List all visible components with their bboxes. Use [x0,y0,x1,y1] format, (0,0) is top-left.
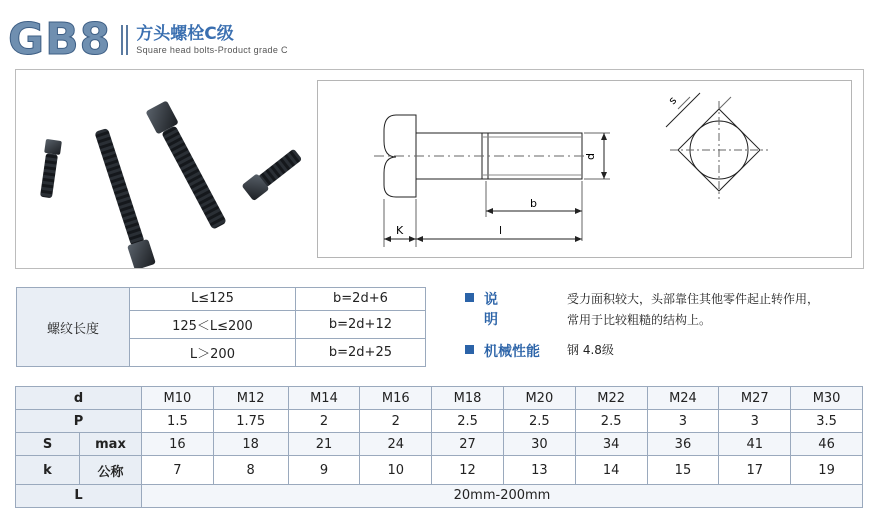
table-row [17,288,426,311]
cell: M14 [288,387,360,410]
cell: 46 [791,433,863,456]
cell: 41 [719,433,791,456]
cell: 2.5 [575,410,647,433]
label-b: b [530,197,537,210]
cell: M16 [360,387,432,410]
thread-cond: L≤125 [130,288,296,311]
table-row-l [16,484,863,507]
description-title: 说 明 [484,292,516,328]
thread-cond: 125＜L≤200 [130,310,296,338]
cell: 1.5 [142,410,214,433]
k-sub-label: 公称 [80,456,142,485]
label-d: d [584,153,597,160]
header-divider [121,25,128,55]
cell: 21 [288,433,360,456]
l-range: 20mm-200mm [142,484,863,507]
thread-formula: b=2d+6 [295,288,425,311]
cell: 10 [360,456,432,485]
bolts-photo [16,70,316,268]
table-row-d [16,387,863,410]
cell: 18 [213,433,288,456]
cell: 30 [503,433,575,456]
cell: 24 [360,433,432,456]
mechanical-note [463,341,863,361]
cell: 2 [360,410,432,433]
cell: 7 [142,456,214,485]
thread-length-table [16,287,426,367]
description-text [567,289,819,331]
cell: 17 [719,456,791,485]
l-label: L [16,484,142,507]
cell: 2.5 [432,410,504,433]
bullet-square-icon [465,345,474,354]
title-cn: 方头螺栓C级 [136,24,234,44]
cell: 2.5 [503,410,575,433]
label-k: K [396,224,404,237]
label-l: l [499,224,503,237]
cell: 36 [647,433,719,456]
thread-formula: b=2d+12 [295,310,425,338]
description-note [463,289,863,331]
cell: M22 [575,387,647,410]
cell: M30 [791,387,863,410]
cell: M18 [432,387,504,410]
mechanical-title: 机械性能 [484,344,540,360]
cell: 9 [288,456,360,485]
title-en: Square head bolts-Product grade C [136,45,288,55]
spec-table [15,386,863,508]
cell: M24 [647,387,719,410]
cell: 16 [142,433,214,456]
cell: M27 [719,387,791,410]
table-row-p [16,410,863,433]
cell: 19 [791,456,863,485]
cell: M12 [213,387,288,410]
technical-drawing [317,80,852,258]
cell: 3 [647,410,719,433]
bolt-diagram [318,81,853,259]
cell: 34 [575,433,647,456]
thread-length-label: 螺纹长度 [17,288,130,367]
page-header [8,16,288,64]
cell: 14 [575,456,647,485]
d-label: d [16,387,142,410]
table-row-s [16,433,863,456]
cell: M10 [142,387,214,410]
p-label: P [16,410,142,433]
s-sub-label: max [80,433,142,456]
k-label: k [16,456,80,485]
cell: 2 [288,410,360,433]
table-row-k [16,456,863,485]
cell: 3.5 [791,410,863,433]
cell: 13 [503,456,575,485]
notes-section [463,289,863,371]
label-s: s [665,93,680,108]
s-label: S [16,433,80,456]
description-line-1: 受力面积较大，头部靠住其他零件起止转作用， [567,292,820,306]
thread-formula: b=2d+25 [295,338,425,366]
cell: M20 [503,387,575,410]
cell: 15 [647,456,719,485]
cell: 12 [432,456,504,485]
header-titles [136,24,288,56]
description-line-2: 常用于比较粗糙的结构上。 [567,313,712,327]
thread-cond: L＞200 [130,338,296,366]
cell: 27 [432,433,504,456]
cell: 3 [719,410,791,433]
mechanical-text: 钢 4.8级 [567,343,614,357]
logo: GB8 [8,14,112,65]
bullet-square-icon [465,293,474,302]
cell: 8 [213,456,288,485]
cell: 1.75 [213,410,288,433]
